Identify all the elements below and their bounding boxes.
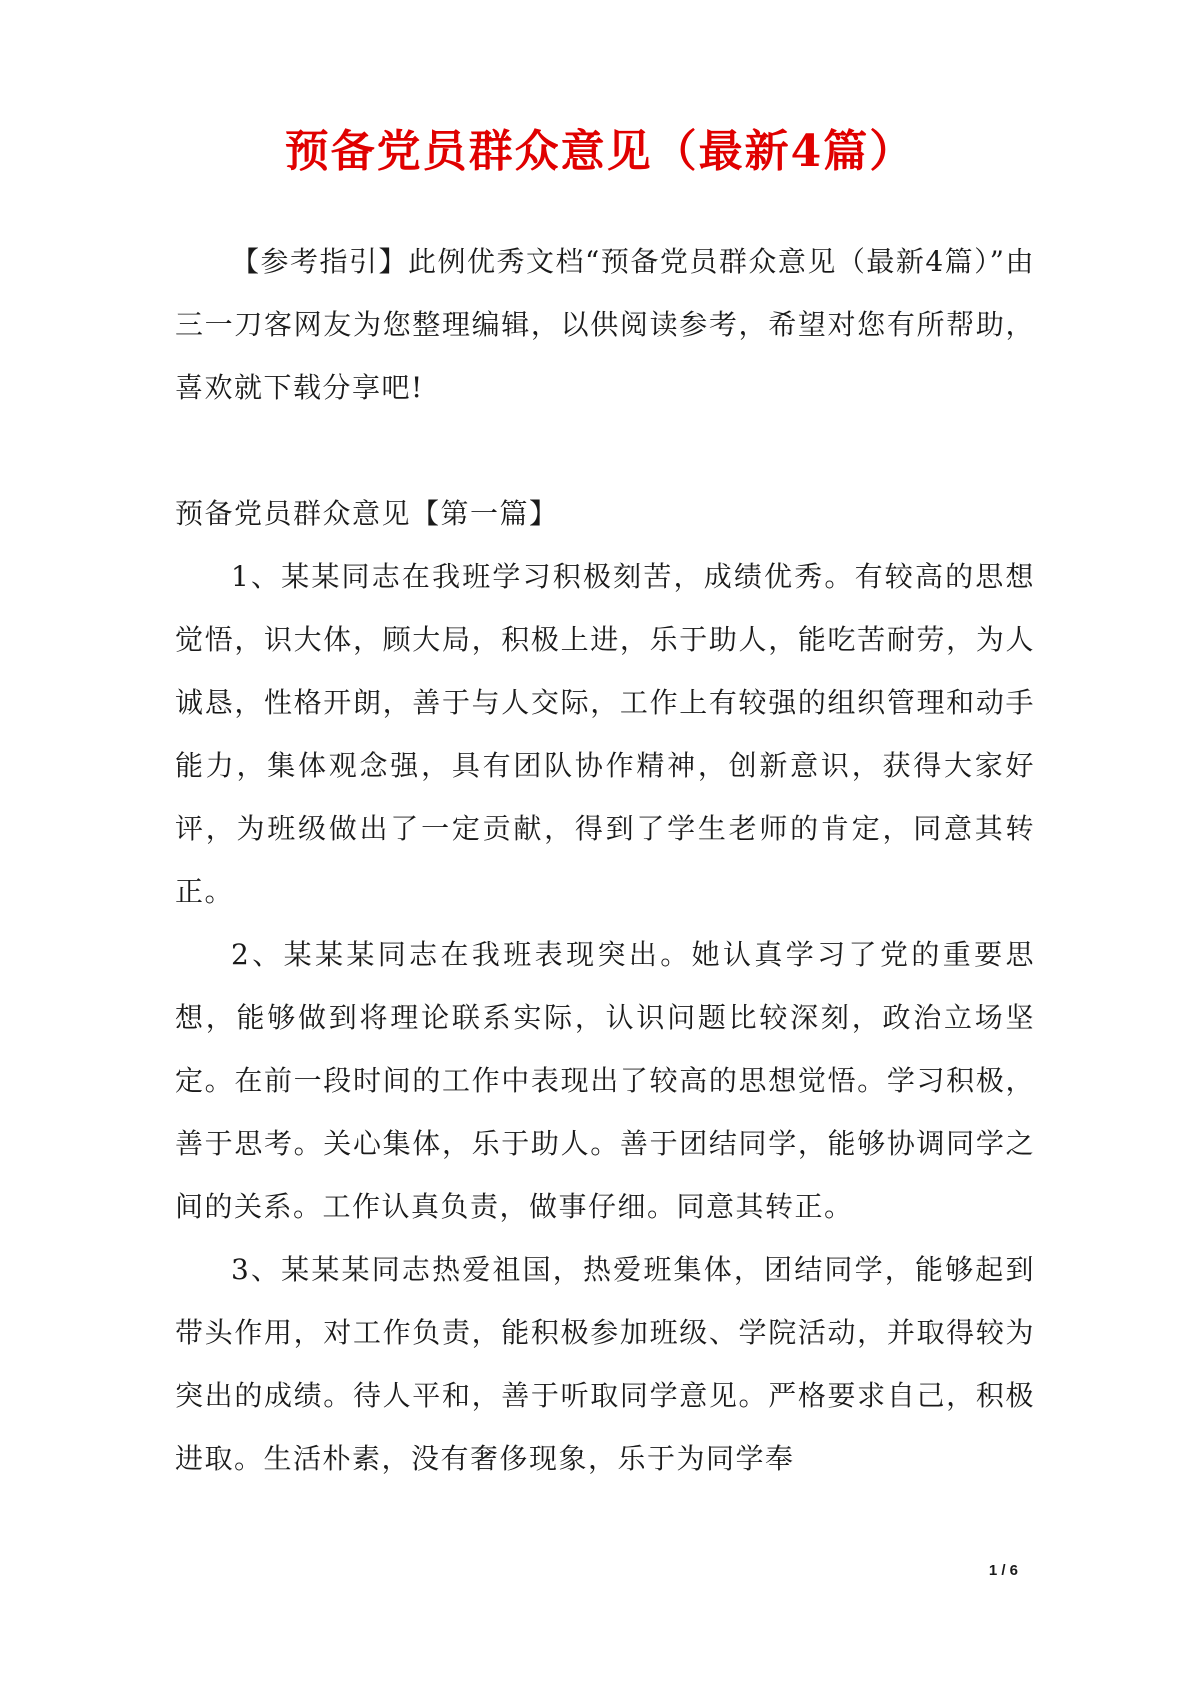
section-heading: 预备党员群众意见【第一篇】 xyxy=(175,497,559,530)
body-paragraph-1: 1、某某同志在我班学习积极刻苦，成绩优秀。有较高的思想觉悟，识大体，顾大局，积极上进，乐于助人，能吃苦耐劳，为人诚恳，性格开朗，善于与人交际，工作上有较强的组织管理和动手能力，集体观念强，具有团队协作精神，创新意识，获得大家好评，为班级做出了一定贡献，得到了学生老师的肯定，同意其转正。 xyxy=(175,560,1035,908)
document-body xyxy=(175,230,1035,1490)
document-title: 预备党员群众意见（最新4篇） xyxy=(284,126,916,177)
intro-paragraph: 【参考指引】此例优秀文档“预备党员群众意见（最新4篇）”由三一刀客网友为您整理编辑，以供阅读参考，希望对您有所帮助，喜欢就下载分享吧! xyxy=(175,245,1035,404)
body-paragraph-2: 2、某某某同志在我班表现突出。她认真学习了党的重要思想，能够做到将理论联系实际，认识问题比较深刻，政治立场坚定。在前一段时间的工作中表现出了较高的思想觉悟。学习积极，善于思考。关心集体，乐于助人。善于团结同学，能够协调同学之间的关系。工作认真负责，做事仔细。同意其转正。 xyxy=(175,938,1035,1223)
body-paragraph-3: 3、某某某同志热爱祖国，热爱班集体，团结同学，能够起到带头作用，对工作负责，能积极参加班级、学院活动，并取得较为突出的成绩。待人平和，善于听取同学意见。严格要求自己，积极进取。生活朴素，没有奢侈现象，乐于为同学奉 xyxy=(175,1253,1035,1475)
page-number: 1 / 6 xyxy=(988,1562,1018,1579)
